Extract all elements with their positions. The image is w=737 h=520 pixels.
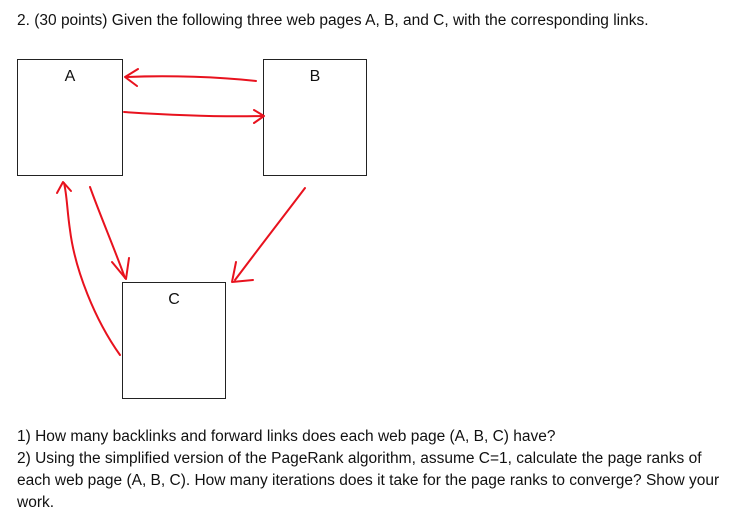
questions [17, 426, 732, 514]
link-b-to-a-arrow [126, 76, 256, 81]
problem-title: 2. (30 points) Given the following three web pages A, B, and C, with the corresponding links. [17, 12, 649, 29]
question-2: 2) Using the simplified version of the PageRank algorithm, assume C=1, calculate the page ranks of each web page (A, B, C). How many iterations does it take for the page ranks to converge? Show your work. [17, 450, 720, 511]
link-c-to-a-arrow [64, 183, 120, 355]
link-a-to-b-arrow [124, 112, 262, 116]
link-a-to-c-arrow [90, 187, 125, 278]
page-b-label: B [309, 68, 321, 85]
page-c-label: C [168, 291, 180, 308]
page-a-label: A [64, 68, 76, 85]
question-1: 1) How many backlinks and forward links does each web page (A, B, C) have? [17, 428, 556, 445]
link-b-to-c-arrow [235, 188, 305, 280]
